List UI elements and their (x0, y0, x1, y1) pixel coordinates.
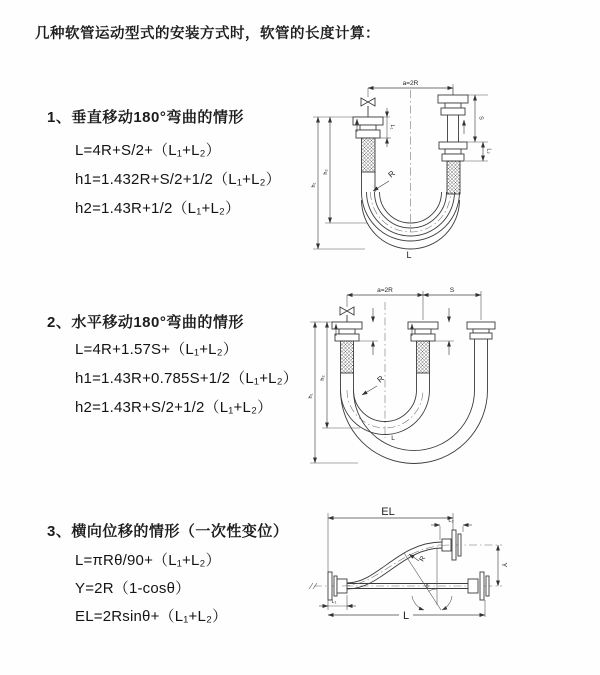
label-l2: L₂ (448, 518, 454, 524)
label-h2: h₂ (323, 169, 329, 175)
hose-s-curve (342, 542, 451, 589)
label-l1: L₁ (389, 124, 395, 130)
valve-icon (340, 295, 354, 322)
label-l: L (391, 435, 395, 442)
dim-l (328, 600, 485, 622)
dim-l2 (431, 518, 472, 540)
formula-s2-h2: h2=1.43R+S/2+1/2（L₁+L₂） (75, 399, 273, 416)
label-l: L (402, 610, 410, 622)
formula-s1-h1: h1=1.432R+S/2+1/2（L₁+L₂） (75, 171, 281, 188)
dim-s (467, 95, 488, 142)
right-hose-fitting (438, 88, 468, 194)
formula-s1-L: L=4R+S/2+（L₁+L₂） (75, 142, 221, 159)
label-h1: h₁ (308, 393, 314, 399)
right-hose-fitting-moved (467, 322, 495, 339)
formula-s1-h2: h2=1.43R+1/2（L₁+L₂） (75, 200, 241, 217)
formula-s3-Y: Y=2R（1-cosθ） (75, 580, 191, 597)
label-r: R (386, 168, 397, 180)
angle-construction (404, 548, 452, 610)
middle-hose-fitting (408, 322, 438, 373)
diagram-lateral-displacement (300, 498, 600, 633)
dim-r (373, 169, 397, 191)
section-2-heading: 2、水平移动180°弯曲的情形 (47, 314, 244, 331)
dim-left-fitting-length (359, 308, 378, 355)
label-r: R (418, 555, 428, 563)
dim-l1 (380, 108, 395, 147)
hose-u-bend-moved (341, 339, 488, 464)
section-1-heading: 1、垂直移动180°弯曲的情形 (47, 109, 244, 126)
dim-r (409, 554, 427, 563)
label-h1: h₁ (311, 182, 317, 188)
formula-s2-L: L=4R+1.57S+（L₁+L₂） (75, 341, 238, 358)
dim-s (423, 287, 481, 320)
label-l: L (406, 250, 412, 260)
label-h2: h₂ (320, 375, 326, 381)
label-y: Y (500, 562, 507, 568)
label-a2r: a=2R (402, 80, 419, 87)
dim-y (498, 545, 507, 586)
diagram-vertical-180-bend (305, 60, 595, 260)
valve-icon (361, 88, 375, 117)
formula-s2-h1: h1=1.43R+0.785S+1/2（L₁+L₂） (75, 370, 298, 387)
dim-r (362, 374, 386, 395)
lower-right-flange (468, 572, 489, 600)
dim-middle-fitting-length (435, 308, 454, 355)
page-title: 几种软管运动型式的安装方式时，软管的长度计算： (35, 26, 380, 42)
dim-l1 (319, 595, 356, 610)
left-hose-fitting (332, 322, 362, 373)
label-a2r: a=2R (377, 287, 393, 294)
dim-l2 (465, 142, 492, 161)
label-el: EL (381, 506, 395, 518)
label-l2: L₂ (485, 148, 492, 154)
label-l1: L₁ (331, 599, 337, 605)
diagram-horizontal-180-bend (300, 278, 595, 478)
formula-s3-EL: EL=2Rsinθ+（L₁+L₂） (75, 608, 228, 625)
label-s: S (477, 116, 484, 120)
left-hose-fitting (353, 117, 383, 172)
label-r: R (375, 373, 386, 385)
section-3-heading: 3、横向位移的情形（一次性变位） (47, 523, 289, 540)
label-theta: θ (425, 584, 429, 590)
label-s: S (449, 287, 455, 294)
formula-s3-L: L=πRθ/90+（L₁+L₂） (75, 552, 221, 569)
